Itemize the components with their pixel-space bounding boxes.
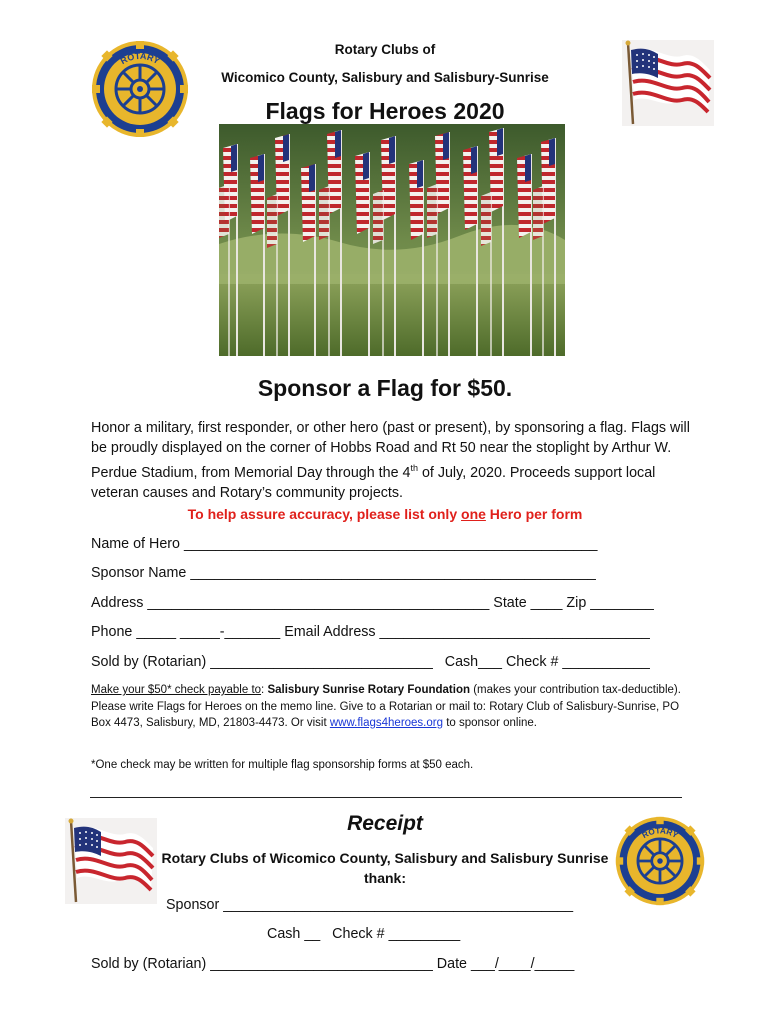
header-line-1: Rotary Clubs of (334, 42, 436, 57)
divider-line (90, 797, 682, 798)
receipt-thanks: Rotary Clubs of Wicomico County, Salisbury and Salisbury Sunrise thank: (161, 850, 609, 886)
receipt-heading: Receipt (347, 812, 423, 835)
address-field[interactable]: Address ___________________________________________ State ____ Zip ________ (91, 595, 654, 611)
intro-text: Honor a military, first responder, or other hero (past or present), by sponsoring a flag. Flags will be proudly displayed on the corner of Hobbs Road and Rt 50 near the stoplight by Arthur W. Perdue Stadium, from Memorial Day through the 4 (91, 420, 690, 481)
intro-superscript: th (410, 463, 418, 473)
receipt-sponsor-field[interactable]: Sponsor ____________________________________________ (166, 897, 574, 913)
payable-colon: : (261, 684, 268, 696)
sponsor-name-field[interactable]: Sponsor Name ___________________________________________________ (91, 565, 596, 581)
receipt-sold-by-date-field[interactable]: Sold by (Rotarian) ____________________________ Date ___/____/_____ (91, 956, 575, 972)
logo-top-text-receipt: ROTARY (640, 826, 680, 841)
website-link[interactable]: www.flags4heroes.org (329, 717, 444, 729)
payable-lead: Make your $50* check payable to (91, 684, 262, 696)
notice-text-end: Hero per form (485, 506, 583, 522)
sponsor-heading: Sponsor a Flag for $50. (257, 375, 513, 401)
payment-details: (makes your contribution tax-deductible). Please write Flags for Heroes on the memo line. Give to a Rotarian or mail to: Rotary Club of Salisbury-Sunrise, PO Box 4473, Salisbury, MD, 21803-4473. Or visit (91, 684, 681, 729)
check-footnote: *One check may be written for multiple flag sponsorship forms at $50 each. (91, 759, 474, 771)
page-title: Flags for Heroes 2020 (265, 98, 505, 124)
intro-paragraph (91, 418, 691, 503)
logo-top-text: ROTARY (118, 50, 162, 67)
payment-after-link: to sponsor online. (443, 717, 537, 729)
phone-email-field[interactable]: Phone _____ _____-_______ Email Address __________________________________ (91, 624, 650, 640)
intro-text-end: of July, 2020. Proceeds support local veteran causes and Rotary’s community projects. (91, 464, 656, 501)
header-line-2: Wicomico County, Salisbury and Salisbury-Sunrise (221, 70, 549, 85)
flags-field-photo (219, 124, 565, 356)
notice-emphasis: one (461, 506, 486, 522)
hero-name-field[interactable]: Name of Hero ____________________________________________________ (91, 536, 598, 552)
receipt-cash-check-field[interactable]: Cash __ Check # _________ (267, 926, 461, 942)
notice-text: To help assure accuracy, please list only (187, 506, 462, 522)
sold-by-field[interactable]: Sold by (Rotarian) ____________________________ Cash___ Check # ___________ (91, 654, 650, 670)
accuracy-notice (0, 506, 770, 522)
payee-name: Salisbury Sunrise Rotary Foundation (267, 684, 470, 696)
payment-instructions (91, 682, 681, 732)
